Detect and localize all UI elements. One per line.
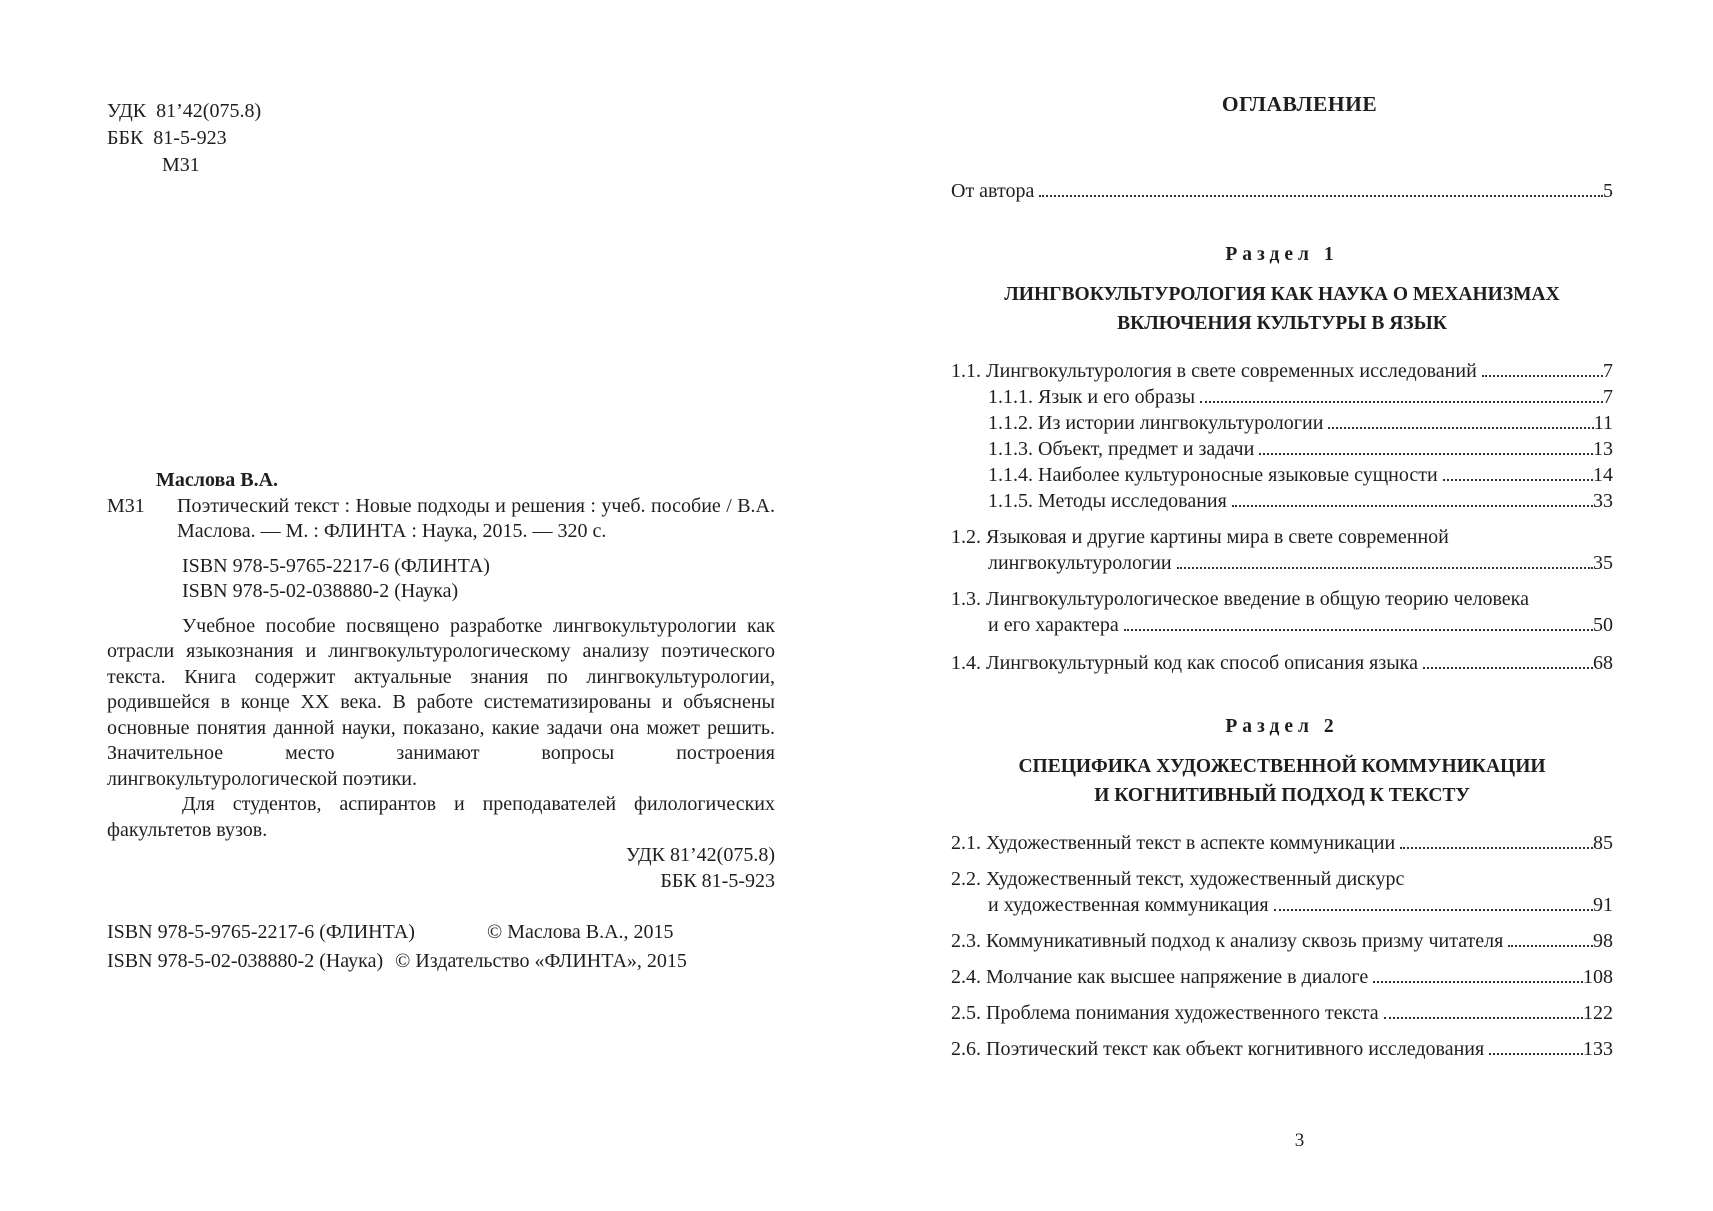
copyright-row xyxy=(107,918,687,947)
toc-item-title: лингвокультурологии xyxy=(988,552,1172,574)
toc-item[interactable] xyxy=(951,892,1613,918)
dot-leader xyxy=(1232,505,1593,507)
toc-item-page: 7 xyxy=(1603,360,1613,382)
toc-item-page: 133 xyxy=(1583,1038,1613,1060)
bbk-short: ББК 81-5-923 xyxy=(660,869,775,892)
section-title xyxy=(951,280,1613,338)
toc-item-page: 85 xyxy=(1593,832,1613,854)
page-number: 3 xyxy=(1294,1130,1305,1151)
toc-item-title: 1.1.3. Объект, предмет и задачи xyxy=(988,438,1255,460)
bibliographic-record xyxy=(107,494,775,545)
toc-item-page: 14 xyxy=(1593,464,1613,486)
annotation-text: Учебное пособие посвящено разработке лингвокультурологии как отрасли языкознания и лингвокультурологическому анализу поэтического текста. Книга содержит актуальные знания по лингвокультурологии, родившейся в конце XX века. В работе систематизированы и объяснены основные понятия данной науки, показано, какие задачи она может решить. Значительное место занимают вопросы построения лингвокультурологической поэтики. xyxy=(107,614,775,790)
dot-leader xyxy=(1259,453,1593,455)
bibliographic-text: Поэтический текст : Новые подходы и решения : учеб. пособие / В.А. Маслова. — М. : ФЛИНТА : Наука, 2015. — 320 с. xyxy=(177,494,775,542)
toc-item[interactable] xyxy=(951,1000,1613,1026)
toc-item-page: 5 xyxy=(1603,180,1613,202)
toc-item-page: 35 xyxy=(1593,552,1613,574)
toc-item-title: 1.1.5. Методы исследования xyxy=(988,490,1227,512)
toc-item-page: 13 xyxy=(1593,438,1613,460)
toc-item-page: 33 xyxy=(1593,490,1613,512)
dot-leader xyxy=(1423,667,1593,669)
toc-item[interactable] xyxy=(951,384,1613,410)
isbn-list xyxy=(107,554,775,605)
dot-leader xyxy=(1482,375,1603,377)
bbk-code: ББК 81-5-923 xyxy=(107,127,227,149)
dot-leader xyxy=(1489,1053,1583,1055)
toc-item[interactable] xyxy=(951,612,1613,638)
toc-item-first-line: 1.2. Языковая и другие картины мира в свете современной xyxy=(951,526,1449,548)
toc-item[interactable] xyxy=(951,436,1613,462)
dot-leader xyxy=(1124,629,1593,631)
toc-item-title: 2.6. Поэтический текст как объект когнитивного исследования xyxy=(951,1038,1485,1060)
classification-codes xyxy=(107,98,261,179)
dot-leader xyxy=(1400,847,1593,849)
toc-item-title: 2.1. Художественный текст в аспекте коммуникации xyxy=(951,832,1396,854)
dot-leader xyxy=(1177,567,1593,569)
toc-item[interactable] xyxy=(951,1036,1613,1062)
left-page xyxy=(0,0,856,1211)
toc-item-page: 68 xyxy=(1593,652,1613,674)
right-page xyxy=(856,0,1713,1211)
toc-item[interactable] xyxy=(951,462,1613,488)
toc-item-title: 2.3. Коммуникативный подход к анализу сквозь призму читателя xyxy=(951,930,1504,952)
isbn-nauka: ISBN 978-5-02-038880-2 (Наука) xyxy=(182,580,459,602)
author-name: Маслова В.А. xyxy=(156,469,279,491)
dot-leader xyxy=(1200,401,1603,403)
udk-code: УДК 81’42(075.8) xyxy=(107,100,262,122)
toc-item[interactable] xyxy=(951,178,1613,204)
dot-leader xyxy=(1373,981,1583,983)
author-mark: М31 xyxy=(162,154,200,176)
toc-item[interactable] xyxy=(951,650,1613,676)
copyright-block xyxy=(107,918,687,976)
section-title xyxy=(951,752,1613,810)
catalog-entry xyxy=(107,468,775,894)
dot-leader xyxy=(1443,479,1593,481)
toc-item[interactable] xyxy=(951,830,1613,856)
toc-item-first-line: 1.3. Лингвокультурологическое введение в общую теорию человека xyxy=(951,588,1529,610)
toc-item-title: 1.1.1. Язык и его образы xyxy=(988,386,1196,408)
section-label: Раздел 2 xyxy=(1225,716,1339,737)
toc-title: ОГЛАВЛЕНИЕ xyxy=(1221,92,1378,116)
toc-item-page: 122 xyxy=(1583,1002,1613,1024)
toc-item-title: 1.1.4. Наиболее культуроносные языковые сущности xyxy=(988,464,1438,486)
toc-item-title: 2.5. Проблема понимания художественного текста xyxy=(951,1002,1379,1024)
section-title-line: СПЕЦИФИКА ХУДОЖЕСТВЕННОЙ КОММУНИКАЦИИ xyxy=(1018,756,1546,777)
toc-item[interactable] xyxy=(951,928,1613,954)
audience-text: Для студентов, аспирантов и преподавателей филологических факультетов вузов. xyxy=(107,793,775,841)
toc-item-page: 91 xyxy=(1593,894,1613,916)
toc-item-title: 2.4. Молчание как высшее напряжение в диалоге xyxy=(951,966,1369,988)
toc-item-first-line: 2.2. Художественный текст, художественный дискурс xyxy=(951,868,1405,890)
toc-item[interactable] xyxy=(951,964,1613,990)
toc-item-page: 108 xyxy=(1583,966,1613,988)
copyright-row xyxy=(107,947,687,976)
toc-item-title: и художественная коммуникация xyxy=(988,894,1269,916)
toc-item-title: 1.4. Лингвокультурный код как способ описания языка xyxy=(951,652,1418,674)
dot-leader xyxy=(1039,195,1603,197)
isbn-flinta-bottom: ISBN 978-5-9765-2217-6 (ФЛИНТА) xyxy=(107,921,415,943)
toc-item-title: От автора xyxy=(951,180,1035,202)
toc-item-page: 11 xyxy=(1593,412,1613,434)
toc-item-page: 98 xyxy=(1593,930,1613,952)
section-title-line: И КОГНИТИВНЫЙ ПОДХОД К ТЕКСТУ xyxy=(1094,785,1470,806)
dot-leader xyxy=(1508,945,1593,947)
toc-item[interactable] xyxy=(951,358,1613,384)
udk-short: УДК 81’42(075.8) xyxy=(625,844,775,866)
toc-item-page: 7 xyxy=(1603,386,1613,408)
dot-leader xyxy=(1384,1017,1583,1019)
toc-item-page: 50 xyxy=(1593,614,1613,636)
copyright-author: © Маслова В.А., 2015 xyxy=(487,921,674,943)
section-title-line: ВКЛЮЧЕНИЯ КУЛЬТУРЫ В ЯЗЫК xyxy=(1117,313,1447,334)
toc-item-title: 1.1.2. Из истории лингвокультурологии xyxy=(988,412,1324,434)
toc-item-title: 1.1. Лингвокультурология в свете современных исследований xyxy=(951,360,1477,382)
entry-code: М31 xyxy=(107,494,145,517)
annotation xyxy=(107,614,775,844)
toc-item-title: и его характера xyxy=(988,614,1119,636)
table-of-contents xyxy=(951,178,1613,1062)
toc-item[interactable] xyxy=(951,488,1613,514)
section-title-line: ЛИНГВОКУЛЬТУРОЛОГИЯ КАК НАУКА О МЕХАНИЗМАХ xyxy=(1004,284,1560,305)
toc-item[interactable] xyxy=(951,550,1613,576)
dot-leader xyxy=(1274,909,1593,911)
section-label: Раздел 1 xyxy=(1225,244,1339,265)
copyright-publisher: © Издательство «ФЛИНТА», 2015 xyxy=(395,950,687,972)
isbn-nauka-bottom: ISBN 978-5-02-038880-2 (Наука) xyxy=(107,950,384,972)
isbn-flinta: ISBN 978-5-9765-2217-6 (ФЛИНТА) xyxy=(182,554,490,577)
toc-item[interactable] xyxy=(951,410,1613,436)
dot-leader xyxy=(1328,427,1593,429)
